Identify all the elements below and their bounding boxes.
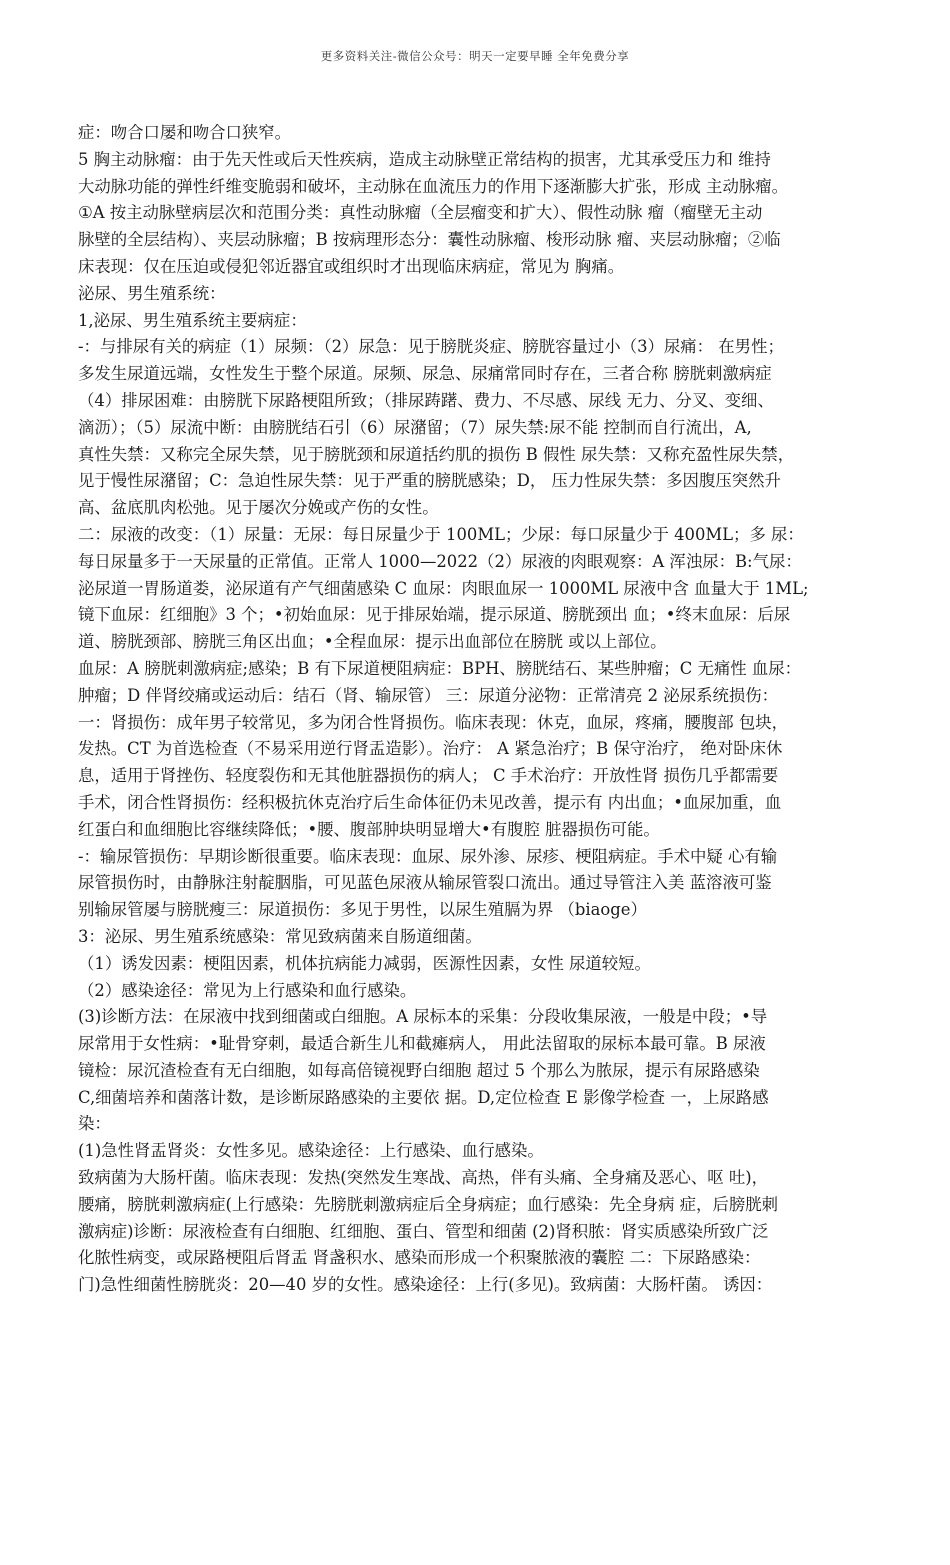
text-line: 道、膀胱颈部、膀胱三角区出血；•全程血尿：提示出血部位在膀胱 或以上部位。 xyxy=(78,632,667,652)
text-line: 床表现：仅在压迫或侵犯邻近器宜或组织时才出现临床病症，常见为 胸痛。 xyxy=(78,256,625,276)
text-line: 染： xyxy=(78,1114,111,1134)
text-line: 尿常用于女性病：•耻骨穿刺，最适合新生儿和截瘫病人， 用此法留取的尿标本最可靠。B 尿液 xyxy=(78,1034,766,1054)
text-line: 大动脉功能的弹性纤维变脆弱和破坏，主动脉在血流压力的作用下逐渐膨大扩张，形成 主动脉瘤。 xyxy=(78,176,789,196)
text-line: (1)急性肾盂肾炎：女性多见。感染途径：上行感染、血行感染。 xyxy=(78,1141,544,1161)
text-line: 真性失禁：又称完全尿失禁，见于膀胱颈和尿道括约肌的损伤 B 假性 尿失禁：又称充盈性尿失禁， xyxy=(78,444,795,464)
text-line: 息，适用于肾挫伤、轻度裂伤和无其他脏器损伤的病人； C 手术治疗：开放性肾 损伤几乎都需要 xyxy=(78,766,779,786)
text-line: （4）排尿困难：由膀胱下尿路梗阻所致；（排尿踌躇、费力、不尽感、尿线 无力、分叉、变细、 xyxy=(78,390,774,410)
text-line: 镜下血尿：红细胞》3 个；•初始血尿：见于排尿始端，提示尿道、膀胱颈出 血；•终末血尿：后尿 xyxy=(78,605,791,625)
text-line: 门)急性细菌性膀胱炎：20—40 岁的女性。感染途径：上行(多见)。致病菌：大肠杆菌。 诱因： xyxy=(78,1275,773,1295)
text-line: 滴沥）；（5）尿流中断：由膀胱结石引（6）尿潴留；（7）尿失禁:尿不能 控制而自行流出，A, xyxy=(78,417,752,437)
text-line: 一：肾损伤：成年男子较常见，多为闭合性肾损伤。临床表现：休克，血尿，疼痛，腰腹部 包块， xyxy=(78,712,789,732)
text-line: 手术，闭合性肾损伤：经积极抗休克治疗后生命体征仍未见改善，提示有 内出血；•血尿加重，血 xyxy=(78,792,782,812)
text-line: 多发生尿道远端，女性发生于整个尿道。尿频、尿急、尿痛常同时存在，三者合称 膀胱刺激病症 xyxy=(78,364,772,384)
text-line: 脉壁的全层结构）、夹层动脉瘤；B 按病理形态分：囊性动脉瘤、梭形动脉 瘤、夹层动脉瘤；②临 xyxy=(78,230,781,250)
text-line: 泌尿、男生殖系统： xyxy=(78,283,226,303)
text-line: 化脓性病变，或尿路梗阻后肾盂 肾盏积水、感染而形成一个积聚脓液的囊腔 二：下尿路感染： xyxy=(78,1248,761,1268)
text-line: ①A 按主动脉壁病层次和范围分类：真性动脉瘤（全层瘤变和扩大）、假性动脉 瘤（瘤壁无主动 xyxy=(78,203,763,223)
text-line: C,细菌培养和菌落计数，是诊断尿路感染的主要依 据。D,定位检查 E 影像学检查 一，上尿路感 xyxy=(78,1087,769,1107)
text-line: -：输尿管损伤：早期诊断很重要。临床表现：血尿、尿外渗、尿疹、梗阻病症。手术中疑 心有输 xyxy=(78,846,778,866)
text-line: -：与排尿有关的病症（1）尿频：（2）尿急：见于膀胱炎症、膀胱容量过小（3）尿痛： 在男性； xyxy=(78,337,784,357)
text-line: 肿瘤；D 伴肾绞痛或运动后：结石（肾、输尿管） 三：尿道分泌物：正常清亮 2 泌尿系统损伤： xyxy=(78,685,779,705)
text-line: 见于慢性尿潴留；C：急迫性尿失禁：见于严重的膀胱感染；D， 压力性尿失禁：多因腹压突然升 xyxy=(78,471,781,491)
text-line: 腰痛，膀胱刺激病症(上行感染：先膀胱刺激病症后全身病症；血行感染：先全身病 症，后膀胱刺 xyxy=(78,1194,779,1214)
text-line: 症：吻合口屡和吻合口狭窄。 xyxy=(78,123,292,142)
text-line: 血尿：A 膀胱刺激病症;感染；B 有下尿道梗阻病症：BPH、膀胱结石、某些肿瘤；C 无痛性 血尿： xyxy=(78,658,801,678)
text-line: 尿管损伤时，由静脉注射靛胭脂，可见蓝色尿液从输尿管裂口流出。通过导管注入美 蓝溶液可鉴 xyxy=(78,873,772,893)
text-line: 二：尿液的改变：（1）尿量：无尿：每日尿量少于 100ML；少尿：每口尿量少于 400ML；多 尿： xyxy=(78,524,804,544)
text-line: 发热。CT 为首选检查（不易采用逆行肾盂造影）。治疗： A 紧急治疗；B 保守治疗， 绝对卧床休 xyxy=(78,739,783,759)
text-line: 高、盆底肌肉松弛。见于屡次分娩或产伤的女性。 xyxy=(78,498,439,518)
text-line: 泌尿道一胃肠道娄，泌尿道有产气细菌感染 C 血尿：肉眼血尿一 1000ML 尿液中含 血量大于 1ML; xyxy=(78,578,809,598)
text-line: 每日尿量多于一天尿量的正常值。正常人 1000—2022（2）尿液的肉眼观察：A 浑浊尿：B:气尿： xyxy=(78,551,802,571)
document-body xyxy=(78,120,878,1299)
text-line: 红蛋白和血细胞比容继续降低；•腰、腹部肿块明显增大•有腹腔 脏器损伤可能。 xyxy=(78,819,660,839)
text-line: (3)诊断方法：在尿液中找到细菌或白细胞。A 尿标本的采集：分段收集尿液，一般是中段；•导 xyxy=(78,1007,768,1027)
text-line: 别输尿管屡与膀胱瘦三：尿道损伤：多见于男性，以尿生殖膈为界 （biaoge） xyxy=(78,900,647,920)
text-line: 1,泌尿、男生殖系统主要病症： xyxy=(78,310,307,330)
text-line: 5 胸主动脉瘤：由于先天性或后天性疾病，造成主动脉壁正常结构的损害，尤其承受压力和 维持 xyxy=(78,149,771,169)
text-line: 3：泌尿、男生殖系统感染：常见致病菌来自肠道细菌。 xyxy=(78,926,482,946)
text-line: （1）诱发因素：梗阻因素，机体抗病能力减弱，医源性因素，女性 尿道较短。 xyxy=(78,953,651,973)
text-line: （2）感染途径：常见为上行感染和血行感染。 xyxy=(78,980,417,1000)
text-line: 镜检：尿沉渣检查有无白细胞，如每高倍镜视野白细胞 超过 5 个那么为脓尿，提示有尿路感染 xyxy=(78,1060,760,1080)
page-header: 更多资料关注-微信公众号：明天一定要早睡 全年免费分享 xyxy=(320,49,630,63)
text-line: 激病症)诊断：尿液检查有白细胞、红细胞、蛋白、管型和细菌 (2)肾积脓：肾实质感染所致广泛 xyxy=(78,1221,769,1241)
text-line: 致病菌为大肠杆菌。临床表现：发热(突然发生寒战、高热，伴有头痛、全身痛及恶心、呕 吐)， xyxy=(78,1168,769,1188)
